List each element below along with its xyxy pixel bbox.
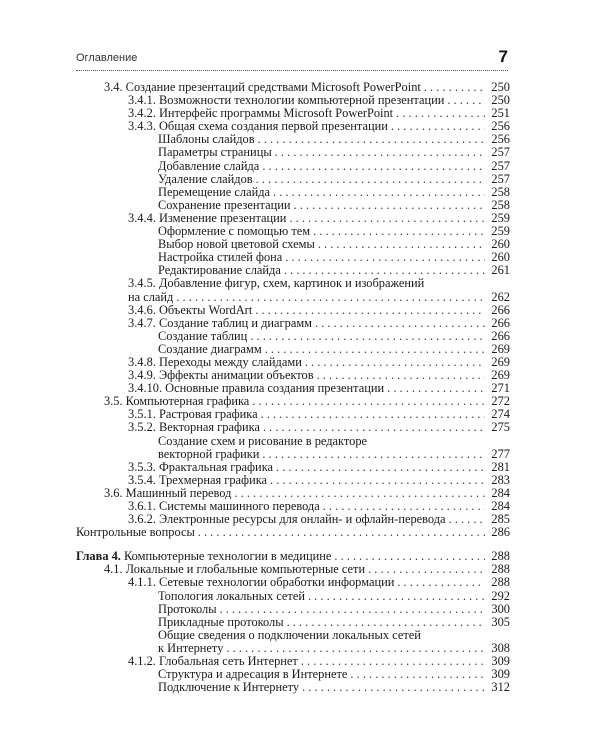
toc-entry-line: [158, 173, 510, 186]
toc-entry[interactable]: [76, 590, 510, 603]
toc-entry-title: Параметры страницы: [158, 145, 272, 160]
toc-entry-title: Структура и адресация в Интернете: [158, 667, 348, 682]
toc-entry[interactable]: [76, 160, 510, 173]
page-number: 7: [498, 47, 508, 66]
toc-page-number: 309: [491, 654, 510, 669]
header-rule: [76, 70, 508, 71]
toc-page-number: 251: [491, 106, 510, 121]
toc-page-number: 286: [491, 525, 510, 540]
toc-page-number: 274: [491, 407, 510, 422]
toc-page-number: 288: [491, 549, 510, 564]
toc-entry-line: [158, 343, 510, 356]
toc-entry-line: [158, 186, 510, 199]
dot-leader: [449, 513, 485, 526]
toc-entry-title: 3.4.7. Создание таблиц и диаграмм: [128, 315, 312, 330]
toc-entry-title: Создание таблиц: [158, 328, 248, 343]
toc-entry-title: Настройка стилей фона: [158, 250, 283, 265]
toc-entry[interactable]: [76, 576, 510, 589]
toc-entry-line: [158, 160, 510, 173]
toc-page-number: 260: [491, 250, 510, 265]
toc-entry[interactable]: [76, 251, 510, 264]
toc-entry[interactable]: [76, 173, 510, 186]
toc-entry-line: [128, 304, 510, 317]
dot-leader: [256, 173, 485, 186]
table-of-contents: [0, 81, 600, 694]
chapter-label: Глава 4.: [76, 549, 121, 564]
toc-page-number: 266: [491, 315, 510, 330]
toc-entry-title: 3.5. Компьютерная графика: [104, 394, 250, 409]
toc-entry[interactable]: [76, 435, 510, 461]
dot-leader: [262, 448, 485, 461]
toc-entry-title: 4.1.1. Сетевые технологии обработки информации: [128, 575, 395, 590]
toc-entry-title: Шаблоны слайдов: [158, 132, 255, 147]
toc-entry-title: Сохранение презентации: [158, 197, 291, 212]
dot-leader: [305, 356, 485, 369]
toc-entry-title: 4.1.2. Глобальная сеть Интернет: [128, 654, 298, 669]
dot-leader: [220, 603, 485, 616]
toc-entry[interactable]: [76, 603, 510, 616]
dot-leader: [255, 304, 485, 317]
dot-leader: [250, 330, 485, 343]
toc-entry-title: Создание схем и рисование в редакторе: [158, 433, 368, 448]
dot-leader: [258, 133, 485, 146]
dot-leader: [315, 317, 485, 330]
toc-page-number: 256: [491, 132, 510, 147]
toc-page-number: 312: [491, 680, 510, 695]
dot-leader: [318, 238, 485, 251]
toc-page-number: 257: [491, 158, 510, 173]
toc-page-number: 277: [491, 446, 510, 461]
dot-leader: [396, 107, 485, 120]
dot-leader: [262, 160, 485, 173]
dot-leader: [302, 681, 485, 694]
dot-leader: [276, 461, 485, 474]
toc-entry-line: [158, 199, 510, 212]
toc-entry-title: 3.4. Создание презентаций средствами Microsoft PowerPoint: [104, 80, 421, 94]
toc-page-number: 260: [491, 237, 510, 252]
dot-leader: [308, 590, 485, 603]
toc-page-number: 258: [491, 184, 510, 199]
toc-entry-title: 3.4.4. Изменение презентации: [128, 210, 287, 225]
dot-leader: [287, 616, 485, 629]
toc-entry-title: 3.5.3. Фрактальная графика: [128, 459, 274, 474]
dot-leader: [313, 225, 485, 238]
toc-entry-title: Топология локальных сетей: [158, 588, 305, 603]
toc-entry-title: Прикладные протоколы: [158, 614, 284, 629]
toc-entry-title: Редактирование слайда: [158, 263, 281, 278]
dot-leader: [285, 251, 485, 264]
toc-entry[interactable]: [76, 616, 510, 629]
toc-page-number: 250: [491, 93, 510, 108]
toc-entry[interactable]: [76, 421, 510, 434]
toc-entry-title: 3.4.3. Общая схема создания первой презентации: [128, 119, 388, 134]
toc-entry-title: Компьютерные технологии в медицине: [120, 549, 332, 564]
toc-entry-line: [158, 330, 510, 343]
toc-page-number: 266: [491, 328, 510, 343]
dot-leader: [350, 668, 485, 681]
toc-entry[interactable]: [76, 526, 510, 539]
toc-page-number: 261: [491, 263, 510, 278]
toc-entry-title: 3.5.1. Растровая графика: [128, 407, 258, 422]
toc-entry-line: [128, 474, 510, 487]
toc-page-number: 271: [491, 381, 510, 396]
toc-entry[interactable]: [76, 120, 510, 133]
dot-leader: [387, 382, 485, 395]
toc-entry-title: Общие сведения о подключении локальных сетей: [158, 627, 421, 642]
running-head: [76, 47, 508, 68]
toc-page-number: 288: [491, 562, 510, 577]
toc-entry-line: [128, 461, 510, 474]
toc-entry[interactable]: [76, 629, 510, 655]
toc-page-number: 288: [491, 575, 510, 590]
toc-entry-title: 3.5.2. Векторная графика: [128, 420, 260, 435]
toc-entry-title: Создание диаграмм: [158, 341, 262, 356]
toc-entry-line: [158, 146, 510, 159]
toc-entry-title: 3.4.5. Добавление фигур, схем, картинок и изображений: [128, 276, 425, 291]
toc-entry-title: Перемещение слайда: [158, 184, 270, 199]
toc-entry-line: [128, 576, 510, 589]
toc-entry-line: [158, 603, 510, 616]
toc-entry-title: Подключение к Интернету: [158, 680, 300, 695]
dot-leader: [198, 526, 485, 539]
toc-entry-title: 3.6.1. Системы машинного перевода: [128, 499, 320, 513]
toc-entry-line: [128, 317, 510, 330]
toc-entry-line: [158, 448, 510, 461]
dot-leader: [447, 94, 485, 107]
dot-leader: [176, 291, 485, 304]
toc-page-number: 250: [491, 80, 510, 94]
toc-page-number: 259: [491, 224, 510, 239]
toc-page-number: 269: [491, 354, 510, 369]
toc-entry-title: Удаление слайдов: [158, 171, 253, 186]
toc-entry-title: Контрольные вопросы: [76, 525, 195, 540]
toc-entry[interactable]: [76, 304, 510, 317]
toc-page-number: 292: [491, 588, 510, 603]
toc-page-number: 257: [491, 171, 510, 186]
toc-entry[interactable]: [76, 317, 510, 330]
dot-leader: [273, 186, 485, 199]
toc-entry-title-continuation: на слайд: [128, 289, 174, 304]
toc-page-number: 309: [491, 667, 510, 682]
toc-entry-title: 4.1. Локальные и глобальные компьютерные сети: [104, 562, 366, 577]
toc-entry[interactable]: [76, 133, 510, 146]
toc-page-number: 258: [491, 197, 510, 212]
toc-page-number: 300: [491, 601, 510, 616]
toc-entry-line: [158, 616, 510, 629]
toc-entry-title: 3.6.2. Электронные ресурсы для онлайн- и офлайн-перевода: [128, 512, 446, 527]
toc-entry[interactable]: [76, 186, 510, 199]
toc-entry-title: 3.4.1. Возможности технологии компьютерной презентации: [128, 93, 445, 108]
toc-entry[interactable]: [76, 238, 510, 251]
toc-entry[interactable]: [76, 461, 510, 474]
toc-page-number: 275: [491, 420, 510, 435]
toc-entry-title: 3.6. Машинный перевод: [104, 485, 232, 500]
toc-page-number: 308: [491, 640, 510, 655]
dot-leader: [397, 576, 485, 589]
toc-entry[interactable]: [76, 146, 510, 159]
toc-page-number: 257: [491, 145, 510, 160]
toc-entry-title: 3.5.4. Трехмерная графика: [128, 472, 268, 487]
toc-page-number: 262: [491, 289, 510, 304]
dot-leader: [265, 343, 485, 356]
toc-entry-title: Оформление с помощью тем: [158, 224, 311, 239]
dot-leader: [391, 120, 485, 133]
toc-page-number: 272: [491, 394, 510, 409]
toc-entry[interactable]: [76, 681, 510, 694]
toc-entry-title: Протоколы: [158, 601, 217, 616]
toc-page-number: 256: [491, 119, 510, 134]
running-head-title: Оглавление: [76, 52, 138, 64]
toc-entry-title: Выбор новой цветовой схемы: [158, 237, 315, 252]
toc-entry-title: 3.4.9. Эффекты анимации объектов: [128, 368, 314, 383]
dot-leader: [275, 146, 485, 159]
dot-leader: [252, 395, 485, 408]
toc-entry[interactable]: [76, 474, 510, 487]
toc-entry-line: [76, 526, 510, 539]
toc-entry-title: 3.4.8. Переходы между слайдами: [128, 354, 302, 369]
toc-page-number: 269: [491, 368, 510, 383]
toc-page-number: 283: [491, 472, 510, 487]
toc-entry-line: [158, 681, 510, 694]
toc-entry[interactable]: [76, 199, 510, 212]
toc-entry-title: 3.4.6. Объекты WordArt: [128, 302, 253, 317]
toc-entry-line: [158, 590, 510, 603]
toc-page-number: 266: [491, 302, 510, 317]
toc-page-number: 269: [491, 341, 510, 356]
toc-entry-title: Добавление слайда: [158, 158, 260, 173]
dot-leader: [289, 212, 485, 225]
toc-page-number: 285: [491, 512, 510, 527]
toc-entry-line: [128, 421, 510, 434]
toc-page-number: 281: [491, 459, 510, 474]
toc-entry-title: 3.4.2. Интерфейс программы Microsoft PowerPoint: [128, 106, 394, 121]
toc-entry[interactable]: [76, 343, 510, 356]
toc-entry-title-continuation: векторной графики: [158, 446, 260, 461]
toc-entry[interactable]: [76, 277, 510, 303]
toc-page-number: 284: [491, 485, 510, 500]
dot-leader: [294, 199, 486, 212]
toc-entry-title: 3.4.10. Основные правила создания презентации: [128, 381, 385, 396]
toc-page-number: 284: [491, 499, 510, 513]
toc-entry[interactable]: [76, 330, 510, 343]
dot-leader: [263, 421, 485, 434]
dot-leader: [270, 474, 485, 487]
toc-entry-title-continuation: к Интернету: [158, 640, 224, 655]
toc-page-number: 259: [491, 210, 510, 225]
dot-leader: [261, 408, 485, 421]
toc-entry-line: [128, 291, 510, 304]
toc-page-number: 305: [491, 614, 510, 629]
